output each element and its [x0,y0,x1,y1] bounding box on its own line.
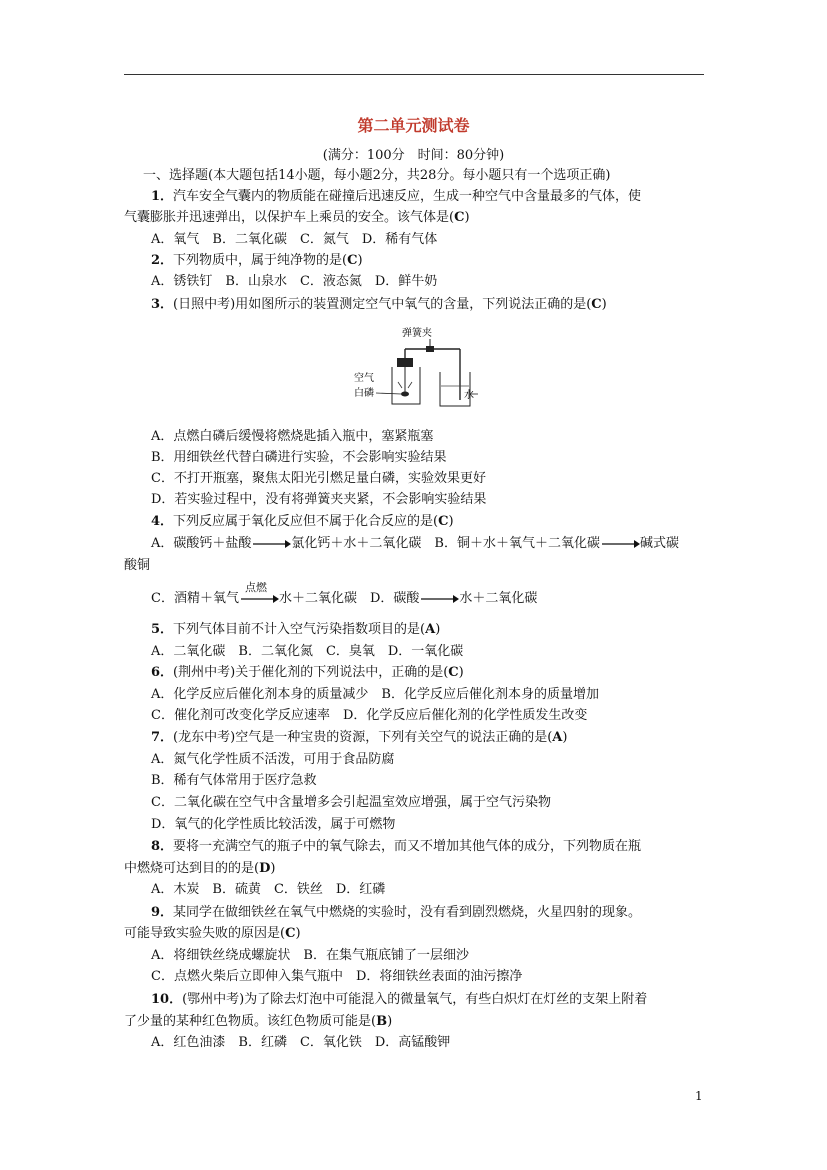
reaction-arrow [251,537,291,551]
question-number: 9． [151,905,174,920]
question-text: 下列反应属于氧化反应但不属于化合反应的是( [173,514,439,529]
question-7: 7．(龙东中考)空气是一种宝贵的资源，下列有关空气的说法正确的是(A) [151,730,568,745]
section-heading: 一、选择题(本大题包括14小题，每小题2分，共28分。每小题只有一个选项正确) [143,168,611,183]
question-4: 4．下列反应属于氧化反应但不属于化合反应的是(C) [151,514,454,529]
answer: C [591,297,602,312]
question-2: 2．下列物质中，属于纯净物的是(C) [151,253,363,268]
question-number: 4． [151,514,174,529]
question-9-options-cd: C．点燃火柴后立即伸入集气瓶中 D．将细铁丝表面的油污擦净 [151,969,523,984]
question-4-options-cd: C．酒精＋氧气 点燃 水＋二氧化碳 D．碳酸 水＋二氧化碳 [151,589,537,609]
question-text: 下列物质中，属于纯净物的是( [173,253,348,268]
question-text: 了少量的某种红色物质。该红色物质可能是( [124,1014,377,1029]
question-9 [151,903,641,923]
reaction-arrow [600,537,640,551]
question-text: (鄂州中考)为了除去灯泡中可能混入的微量氧气，有些白炽灯在灯丝的支架上附着 [182,992,648,1007]
answer: C [438,514,449,529]
answer: C [448,665,459,680]
question-10 [151,990,647,1010]
question-7-option-c: C．二氧化碳在空气中含量增多会引起温室效应增强，属于空气污染物 [151,795,551,810]
page-title: 第二单元测试卷 [357,116,470,135]
question-text: (龙东中考)空气是一种宝贵的资源，下列有关空气的说法正确的是( [173,730,553,745]
question-8 [151,837,641,857]
question-number: 8． [151,839,174,854]
question-7-option-a: A．氮气化学性质不活泼，可用于食品防腐 [151,752,395,767]
question-9-options-ab: A．将细铁丝绕成螺旋状 B．在集气瓶底铺了一层细沙 [151,948,469,963]
figure-label-water: 水 [464,390,474,401]
reaction-arrow [419,592,459,606]
question-2-options: A．锈铁钉 B．山泉水 C．液态氮 D．鲜牛奶 [151,274,438,289]
page-number: 1 [695,1089,703,1103]
question-7-option-b: B．稀有气体常用于医疗急救 [151,773,317,788]
figure-label-clamp: 弹簧夹 [402,328,432,339]
question-3-option-a: A．点燃白磷后缓慢将燃烧匙插入瓶中，塞紧瓶塞 [151,429,434,444]
question-text: 气囊膨胀并迅速弹出，以保护车上乘员的安全。该气体是( [124,210,455,225]
answer: C [347,253,358,268]
question-4-option-b-cont: 酸铜 [124,558,151,573]
arrow-condition-label: 点燃 [244,580,267,594]
question-number: 1． [151,189,174,204]
question-number: 10． [151,992,183,1007]
question-1-options: A．氧气 B．二氧化碳 C．氮气 D．稀有气体 [151,232,438,247]
exam-meta: (满分：100分 时间：80分钟) [322,148,505,163]
header-rule [124,74,704,75]
question-6: 6．(荆州中考)关于催化剂的下列说法中，正确的是(C) [151,665,464,680]
question-3-option-c: C．不打开瓶塞，聚焦太阳光引燃足量白磷，实验效果更好 [151,471,486,486]
figure-label-phosphorus: 白磷 [354,388,374,399]
question-text: (日照中考)用如图所示的装置测定空气中氧气的含量，下列说法正确的是( [173,297,592,312]
question-1 [151,187,641,207]
question-6-options-cd: C．催化剂可改变化学反应速率 D．化学反应后催化剂的化学性质发生改变 [151,708,588,723]
question-8-options: A．木炭 B．硫黄 C．铁丝 D．红磷 [151,882,386,897]
question-3-option-d: D．若实验过程中，没有将弹簧夹夹紧，不会影响实验结果 [151,492,487,507]
reaction-arrow-ignite [239,580,279,606]
answer: C [285,926,296,941]
question-number: 6． [151,665,174,680]
question-9-cont: 可能导致实验失败的原因是(C) [124,926,301,941]
question-5: 5．下列气体目前不计入空气污染指数项目的是(A) [151,622,441,637]
question-4-options-ab: A．碳酸钙＋盐酸 氯化钙＋水＋二氧化碳 B．铜＋水＋氧气＋二氧化碳 碱式碳 [151,536,679,551]
question-6-options-ab: A．化学反应后催化剂本身的质量减少 B．化学反应后催化剂本身的质量增加 [151,687,599,702]
question-text: 可能导致实验失败的原因是( [124,926,286,941]
question-text: 中燃烧可达到目的的是( [124,861,260,876]
question-3-option-b: B．用细铁丝代替白磷进行实验，不会影响实验结果 [151,450,447,465]
figure-label-air: 空气 [354,373,374,384]
question-text: (荆州中考)关于催化剂的下列说法中，正确的是( [173,665,449,680]
answer: B [376,1014,388,1029]
answer: A [552,730,563,745]
question-text: 某同学在做细铁丝在氧气中燃烧的实验时，没有看到剧烈燃烧，火星四射的现象。 [173,905,642,920]
question-number: 2． [151,253,174,268]
answer: D [259,861,271,876]
question-8-cont: 中燃烧可达到目的的是(D) [124,861,276,876]
question-number: 7． [151,730,174,745]
question-1-cont: 气囊膨胀并迅速弹出，以保护车上乘员的安全。该气体是(C) [124,210,470,225]
question-5-options: A．二氧化碳 B．二氧化氮 C．臭氧 D．一氧化碳 [151,644,464,659]
apparatus-figure [352,322,472,412]
question-text: 汽车安全气囊内的物质能在碰撞后迅速反应，生成一种空气中含量最多的气体，使 [173,189,642,204]
question-text: 要将一充满空气的瓶子中的氧气除去，而又不增加其他气体的成分，下列物质在瓶 [173,839,642,854]
question-3: 3．(日照中考)用如图所示的装置测定空气中氧气的含量，下列说法正确的是(C) [151,297,607,312]
question-number: 5． [151,622,174,637]
answer: C [454,210,465,225]
question-number: 3． [151,297,174,312]
answer: A [425,622,436,637]
question-7-option-d: D．氧气的化学性质比较活泼，属于可燃物 [151,817,396,832]
question-10-options: A．红色油漆 B．红磷 C．氧化铁 D．高锰酸钾 [151,1035,451,1050]
question-text: 下列气体目前不计入空气污染指数项目的是( [173,622,426,637]
question-10-cont: 了少量的某种红色物质。该红色物质可能是(B) [124,1014,393,1029]
